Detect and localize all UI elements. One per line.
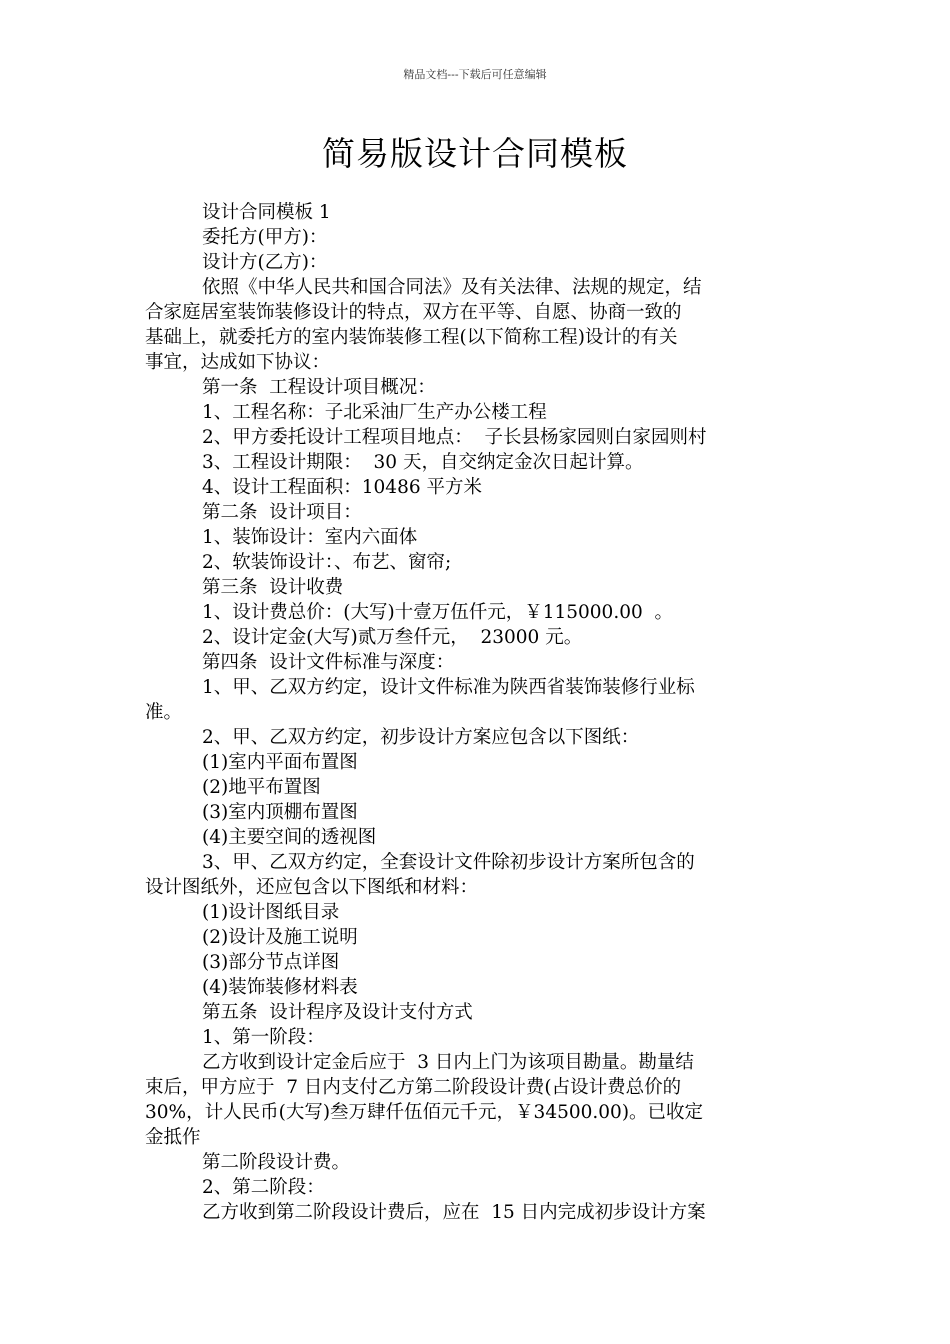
body-line: 乙方收到第二阶段设计费后，应在 15 日内完成初步设计方案	[202, 1202, 706, 1223]
body-line: 第一条 工程设计项目概况：	[202, 377, 436, 398]
body-line: (1)设计图纸目录	[202, 902, 340, 923]
body-line: (3)部分节点详图	[202, 952, 340, 973]
header-note: 精品文档---下载后可任意编辑	[403, 68, 547, 81]
body-line: 基础上，就委托方的室内装饰装修工程(以下简称工程)设计的有关	[145, 327, 678, 348]
document-title: 简易版设计合同模板	[322, 134, 628, 173]
body-line: 2、设计定金(大写)贰万叁仟元， 23000 元。	[202, 627, 583, 648]
body-line: 1、甲、乙双方约定，设计文件标准为陕西省装饰装修行业标	[202, 677, 695, 698]
body-line: (3)室内顶棚布置图	[202, 802, 358, 823]
body-line: 合家庭居室装饰装修设计的特点，双方在平等、自愿、协商一致的	[145, 302, 682, 323]
document-body	[145, 200, 810, 1225]
body-line: 设计合同模板 1	[202, 202, 331, 223]
body-line: 委托方(甲方)：	[202, 227, 328, 248]
body-line: (2)设计及施工说明	[202, 927, 358, 948]
body-line: 第二阶段设计费。	[202, 1152, 351, 1173]
body-line: 第五条 设计程序及设计支付方式	[202, 1002, 473, 1023]
body-line: 2、软装饰设计：、布艺、窗帘;	[202, 552, 452, 573]
body-line: 3、工程设计期限： 30 天，自交纳定金次日起计算。	[202, 452, 644, 473]
body-line: 乙方收到设计定金后应于 3 日内上门为该项目勘量。勘量结	[202, 1052, 694, 1073]
body-line: (4)主要空间的透视图	[202, 827, 377, 848]
body-line: 30%，计人民币(大写)叁万肆仟伍佰元千元，￥34500.00)。已收定	[145, 1102, 704, 1123]
body-line: (4)装饰装修材料表	[202, 977, 358, 998]
body-line: 第四条 设计文件标准与深度：	[202, 652, 455, 673]
body-line: 事宜，达成如下协议：	[145, 352, 331, 373]
body-line: 3、甲、乙双方约定，全套设计文件除初步设计方案所包含的	[202, 852, 695, 873]
body-line: 束后，甲方应于 7 日内支付乙方第二阶段设计费(占设计费总价的	[145, 1077, 682, 1098]
body-line: 金抵作	[145, 1127, 201, 1148]
body-line: 2、第二阶段：	[202, 1177, 325, 1198]
body-line: 第三条 设计收费	[202, 577, 344, 598]
body-line: 1、装饰设计：室内六面体	[202, 527, 418, 548]
body-line: 2、甲、乙双方约定，初步设计方案应包含以下图纸：	[202, 727, 640, 748]
body-line: 依照《中华人民共和国合同法》及有关法律、法规的规定，结	[202, 277, 702, 298]
body-line: 1、设计费总价：(大写)十壹万伍仟元，￥115000.00 。	[202, 602, 674, 623]
body-line: 设计方(乙方)：	[202, 252, 328, 273]
body-line: 设计图纸外，还应包含以下图纸和材料：	[145, 877, 479, 898]
body-line: 4、设计工程面积：10486 平方米	[202, 477, 483, 498]
body-line: 2、甲方委托设计工程项目地点： 子长县杨家园则白家园则村	[202, 427, 707, 448]
body-line: 1、工程名称：子北采油厂生产办公楼工程	[202, 402, 547, 423]
body-line: (1)室内平面布置图	[202, 752, 358, 773]
body-line: 准。	[145, 702, 183, 723]
body-line: 1、第一阶段：	[202, 1027, 325, 1048]
body-line: 第二条 设计项目：	[202, 502, 362, 523]
body-line: (2)地平布置图	[202, 777, 321, 798]
